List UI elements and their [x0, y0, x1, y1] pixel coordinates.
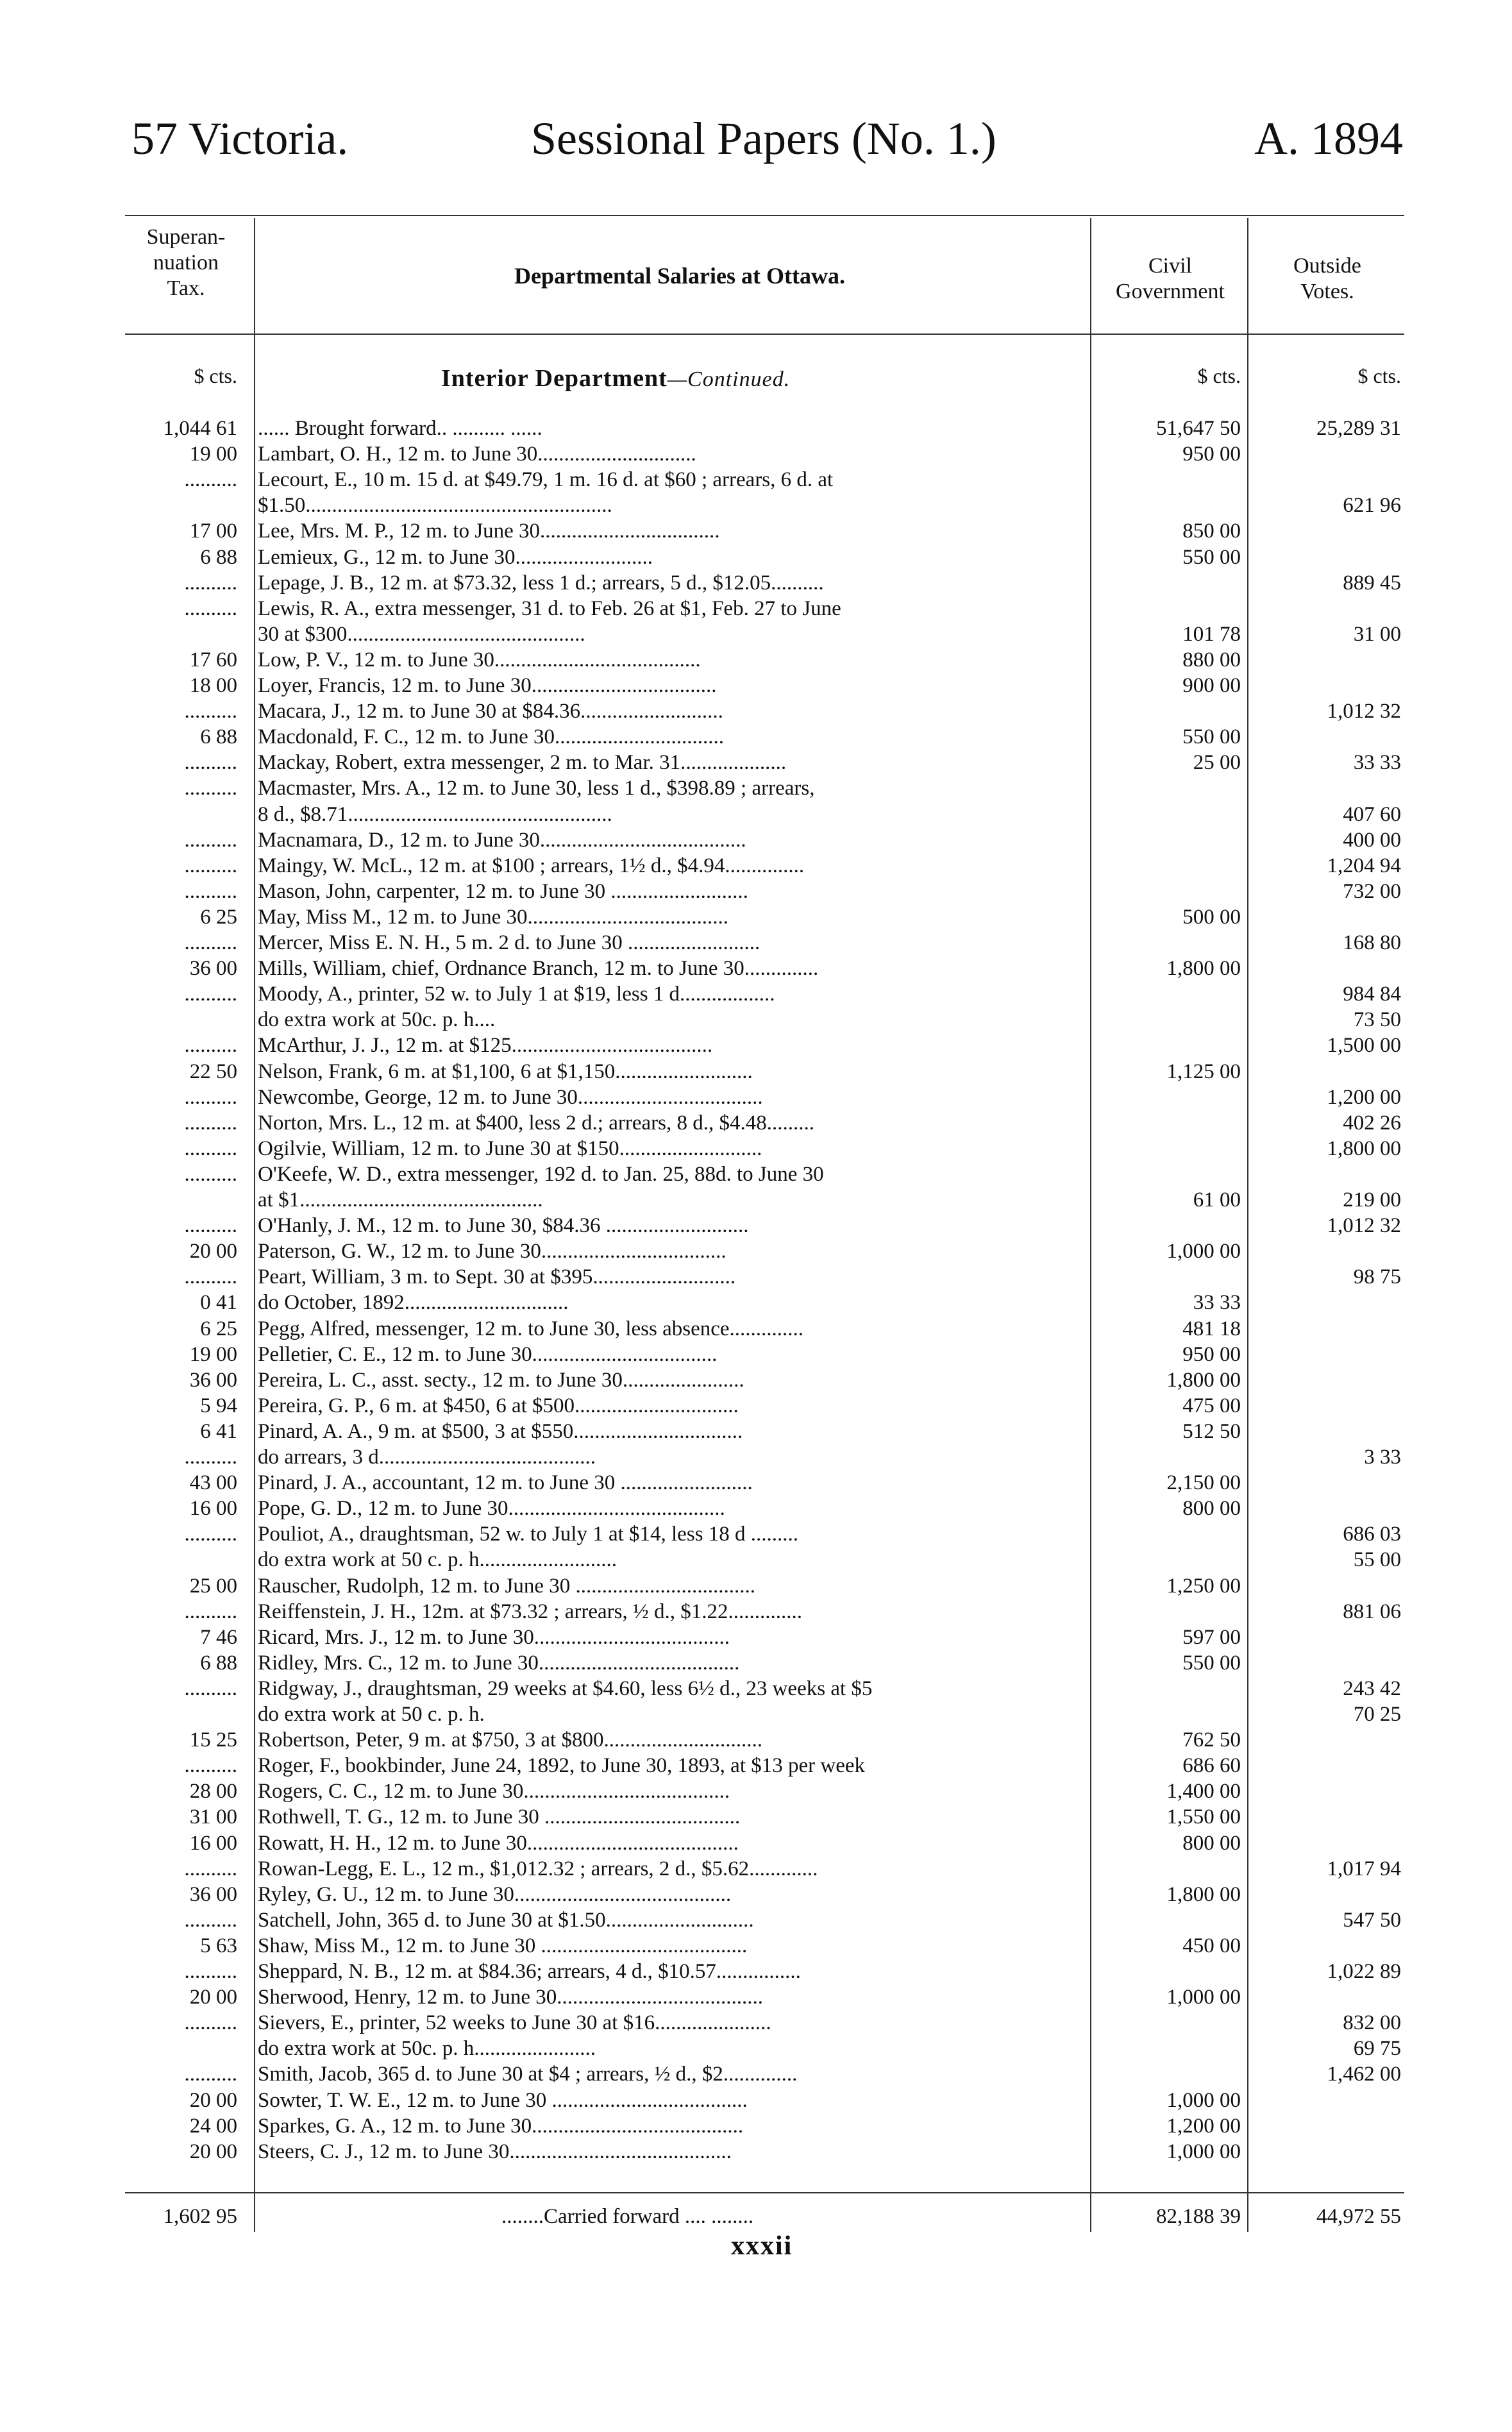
- outside-cell: 3 33: [1364, 1446, 1401, 1469]
- civil-cell: 1,800 00: [1166, 1882, 1241, 1906]
- civil-cell: 550 00: [1182, 545, 1241, 569]
- outside-cell: 889 45: [1343, 571, 1401, 595]
- description-cell: Steers, C. J., 12 m. to June 30..........................................: [258, 2140, 732, 2163]
- tax-cell: 15 25: [189, 1728, 237, 1752]
- tax-cell: ..........: [184, 1136, 237, 1160]
- column-divider-tax: [254, 218, 255, 2232]
- description-cell: O'Keefe, W. D., extra messenger, 192 d. to Jan. 25, 88d. to June 30: [258, 1162, 824, 1186]
- tax-cell: ..........: [184, 1908, 237, 1932]
- description-cell: 8 d., $8.71..................................................: [258, 802, 612, 826]
- civil-cell: 880 00: [1182, 648, 1241, 671]
- civil-cell: 61 00: [1193, 1188, 1241, 1212]
- col-header-civil-line: Government: [1116, 280, 1225, 303]
- description-cell: Pope, G. D., 12 m. to June 30.........................................: [258, 1497, 725, 1521]
- outside-cell: 33 33: [1353, 751, 1401, 775]
- tax-cell: 6 88: [200, 545, 237, 569]
- outside-cell: 73 50: [1353, 1008, 1401, 1032]
- tax-cell: 5 63: [200, 1934, 237, 1957]
- civil-cell: 800 00: [1182, 1831, 1241, 1855]
- col-header-outside-line: Votes.: [1300, 280, 1354, 303]
- description-cell: Pelletier, C. E., 12 m. to June 30...................................: [258, 1342, 718, 1366]
- tax-cell: 17 00: [189, 519, 237, 543]
- description-cell: Macara, J., 12 m. to June 30 at $84.36...........................: [258, 700, 723, 723]
- civil-cell: 550 00: [1182, 1651, 1241, 1675]
- description-cell: Loyer, Francis, 12 m. to June 30...................................: [258, 674, 717, 697]
- civil-cell: 597 00: [1182, 1625, 1241, 1649]
- description-cell: Ryley, G. U., 12 m. to June 30.........................................: [258, 1882, 732, 1906]
- tax-cell: 6 25: [200, 905, 237, 929]
- section-heading: [441, 364, 790, 393]
- description-cell: Newcombe, George, 12 m. to June 30...................................: [258, 1085, 763, 1109]
- description-cell: Sheppard, N. B., 12 m. at $84.36; arrears, 4 d., $10.57................: [258, 1960, 801, 1983]
- tax-cell: ..........: [184, 1754, 237, 1778]
- tax-cell: ..........: [184, 596, 237, 620]
- description-cell: May, Miss M., 12 m. to June 30......................................: [258, 905, 728, 929]
- total-outside: 44,972 55: [1316, 2205, 1401, 2228]
- civil-cell: 51,647 50: [1156, 417, 1241, 440]
- col-header-civil: [1093, 253, 1247, 305]
- outside-cell: 984 84: [1343, 983, 1401, 1006]
- col-header-outside-line: Outside: [1293, 254, 1361, 278]
- outside-cell: 70 25: [1353, 1703, 1401, 1726]
- tax-cell: ..........: [184, 1600, 237, 1623]
- description-cell: McArthur, J. J., 12 m. at $125......................................: [258, 1034, 713, 1058]
- civil-cell: 550 00: [1182, 725, 1241, 749]
- header-center: Sessional Papers (No. 1.): [531, 113, 996, 164]
- description-cell: Pereira, L. C., asst. secty., 12 m. to June 30.......................: [258, 1368, 744, 1392]
- tax-cell: ..........: [184, 700, 237, 723]
- tax-cell: 43 00: [189, 1471, 237, 1495]
- tax-cell: 31 00: [189, 1805, 237, 1829]
- outside-cell: 168 80: [1343, 931, 1401, 954]
- description-cell: Smith, Jacob, 365 d. to June 30 at $4 ; arrears, ½ d., $2..............: [258, 2063, 798, 2086]
- civil-cell: 1,800 00: [1166, 957, 1241, 981]
- total-tax: 1,602 95: [163, 2205, 237, 2228]
- outside-cell: 1,012 32: [1327, 1214, 1401, 1238]
- civil-cell: 1,000 00: [1166, 1986, 1241, 2009]
- description-cell: Rothwell, T. G., 12 m. to June 30 .....................................: [258, 1805, 741, 1829]
- tax-cell: 0 41: [200, 1291, 237, 1315]
- civil-cell: 800 00: [1182, 1497, 1241, 1521]
- description-cell: Maingy, W. McL., 12 m. at $100 ; arrears, 1½ d., $4.94...............: [258, 854, 805, 877]
- civil-cell: 1,800 00: [1166, 1368, 1241, 1392]
- description-cell: Mackay, Robert, extra messenger, 2 m. to Mar. 31....................: [258, 751, 787, 775]
- civil-cell: 762 50: [1182, 1728, 1241, 1752]
- tax-cell: 7 46: [200, 1625, 237, 1649]
- civil-cell: 950 00: [1182, 443, 1241, 466]
- description-cell: Sowter, T. W. E., 12 m. to June 30 .....................................: [258, 2088, 748, 2112]
- description-cell: Mason, John, carpenter, 12 m. to June 30 ..........................: [258, 879, 748, 903]
- description-cell: Paterson, G. W., 12 m. to June 30...................................: [258, 1240, 727, 1263]
- outside-cell: 1,800 00: [1327, 1136, 1401, 1160]
- civil-cell: 1,125 00: [1166, 1060, 1241, 1083]
- civil-cell: 33 33: [1193, 1291, 1241, 1315]
- tax-cell: ..........: [184, 1111, 237, 1135]
- description-cell: do extra work at 50 c. p. h.: [258, 1703, 485, 1726]
- description-cell: Pegg, Alfred, messenger, 12 m. to June 30, less absence..............: [258, 1317, 804, 1340]
- outside-cell: 25,289 31: [1316, 417, 1401, 440]
- tax-cell: 24 00: [189, 2114, 237, 2138]
- section-continued: —Continued.: [667, 367, 791, 391]
- outside-cell: 1,012 32: [1327, 700, 1401, 723]
- tax-cell: ..........: [184, 1857, 237, 1880]
- description-cell: Rogers, C. C., 12 m. to June 30.......................................: [258, 1780, 730, 1803]
- tax-cell: 1,044 61: [163, 417, 237, 440]
- description-cell: $1.50..........................................................: [258, 494, 612, 518]
- tax-cell: ..........: [184, 983, 237, 1006]
- tax-cell: ..........: [184, 2063, 237, 2086]
- description-cell: ...... Brought forward.. .......... ......: [258, 417, 542, 440]
- tax-cell: 19 00: [189, 443, 237, 466]
- units-civil: $ cts.: [1197, 364, 1241, 387]
- col-header-civil-line: Civil: [1148, 254, 1193, 278]
- tax-cell: 36 00: [189, 1368, 237, 1392]
- tax-cell: 20 00: [189, 1986, 237, 2009]
- tax-cell: ..........: [184, 751, 237, 775]
- civil-cell: 1,000 00: [1166, 2140, 1241, 2163]
- civil-cell: 1,200 00: [1166, 2114, 1241, 2138]
- col-header-outside: [1250, 253, 1404, 305]
- tax-cell: ..........: [184, 1162, 237, 1186]
- description-cell: Nelson, Frank, 6 m. at $1,100, 6 at $1,150..........................: [258, 1060, 753, 1083]
- tax-cell: 6 25: [200, 1317, 237, 1340]
- outside-cell: 243 42: [1343, 1676, 1401, 1700]
- description-cell: Sparkes, G. A., 12 m. to June 30........................................: [258, 2114, 744, 2138]
- description-cell: Lambart, O. H., 12 m. to June 30..............................: [258, 443, 696, 466]
- description-cell: Lewis, R. A., extra messenger, 31 d. to Feb. 26 at $1, Feb. 27 to June: [258, 596, 841, 620]
- description-cell: Satchell, John, 365 d. to June 30 at $1.50............................: [258, 1908, 754, 1932]
- col-header-title: Departmental Salaries at Ottawa.: [514, 263, 845, 289]
- outside-cell: 1,462 00: [1327, 2063, 1401, 2086]
- description-cell: Ridley, Mrs. C., 12 m. to June 30......................................: [258, 1651, 740, 1675]
- tax-cell: ..........: [184, 854, 237, 877]
- description-cell: O'Hanly, J. M., 12 m. to June 30, $84.36 ...........................: [258, 1214, 749, 1238]
- col-header-tax-line: nuation: [153, 251, 219, 274]
- description-cell: Norton, Mrs. L., 12 m. at $400, less 2 d.; arrears, 8 d., $4.48.........: [258, 1111, 814, 1135]
- civil-cell: 101 78: [1182, 622, 1241, 646]
- units-outside: $ cts.: [1357, 364, 1401, 387]
- description-cell: Pereira, G. P., 6 m. at $450, 6 at $500...............................: [258, 1394, 739, 1417]
- col-header-tax-line: Tax.: [167, 276, 205, 300]
- total-label: ........Carried forward .... ........: [501, 2205, 754, 2228]
- table-top-rule: [125, 215, 1404, 216]
- tax-cell: 19 00: [189, 1342, 237, 1366]
- civil-cell: 1,250 00: [1166, 1574, 1241, 1598]
- column-divider-civil: [1247, 218, 1248, 2232]
- col-header-tax-line: Superan-: [146, 225, 226, 249]
- description-cell: Macdonald, F. C., 12 m. to June 30................................: [258, 725, 724, 749]
- tax-cell: 20 00: [189, 1240, 237, 1263]
- description-cell: Peart, William, 3 m. to Sept. 30 at $395...........................: [258, 1265, 736, 1289]
- description-cell: Ridgway, J., draughtsman, 29 weeks at $4.60, less 6½ d., 23 weeks at $5: [258, 1676, 873, 1700]
- tax-cell: 16 00: [189, 1497, 237, 1521]
- description-cell: Macnamara, D., 12 m. to June 30.......................................: [258, 828, 746, 852]
- description-cell: do October, 1892...............................: [258, 1291, 569, 1315]
- tax-cell: 6 88: [200, 1651, 237, 1675]
- outside-cell: 1,022 89: [1327, 1960, 1401, 1983]
- outside-cell: 732 00: [1343, 879, 1401, 903]
- description-cell: do extra work at 50c. p. h....: [258, 1008, 496, 1032]
- civil-cell: 1,000 00: [1166, 1240, 1241, 1263]
- description-cell: Ogilvie, William, 12 m. to June 30 at $150...........................: [258, 1136, 762, 1160]
- civil-cell: 481 18: [1182, 1317, 1241, 1340]
- outside-cell: 832 00: [1343, 2011, 1401, 2035]
- description-cell: do arrears, 3 d.........................................: [258, 1446, 596, 1469]
- outside-cell: 1,200 00: [1327, 1085, 1401, 1109]
- description-cell: Pouliot, A., draughtsman, 52 w. to July 1 at $14, less 18 d .........: [258, 1523, 799, 1546]
- tax-cell: ..........: [184, 1960, 237, 1983]
- outside-cell: 31 00: [1353, 622, 1401, 646]
- outside-cell: 407 60: [1343, 802, 1401, 826]
- description-cell: Mercer, Miss E. N. H., 5 m. 2 d. to June 30 .........................: [258, 931, 760, 954]
- tax-cell: ..........: [184, 1034, 237, 1058]
- tax-cell: 6 41: [200, 1419, 237, 1443]
- outside-cell: 686 03: [1343, 1523, 1401, 1546]
- description-cell: Pinard, A. A., 9 m. at $500, 3 at $550................................: [258, 1419, 743, 1443]
- civil-cell: 900 00: [1182, 674, 1241, 697]
- tax-cell: 16 00: [189, 1831, 237, 1855]
- description-cell: 30 at $300.............................................: [258, 622, 585, 646]
- tax-cell: 36 00: [189, 957, 237, 981]
- tax-cell: 28 00: [189, 1780, 237, 1803]
- description-cell: do extra work at 50c. p. h.......................: [258, 2037, 596, 2061]
- outside-cell: 55 00: [1353, 1548, 1401, 1572]
- civil-cell: 1,400 00: [1166, 1780, 1241, 1803]
- outside-cell: 69 75: [1353, 2037, 1401, 2061]
- header-bottom-rule: [125, 334, 1404, 335]
- civil-cell: 1,000 00: [1166, 2088, 1241, 2112]
- description-cell: at $1..............................................: [258, 1188, 543, 1212]
- tax-cell: ..........: [184, 879, 237, 903]
- totals-rule: [125, 2192, 1404, 2193]
- tax-cell: 22 50: [189, 1060, 237, 1083]
- tax-cell: ..........: [184, 777, 237, 800]
- tax-cell: 36 00: [189, 1882, 237, 1906]
- description-cell: Robertson, Peter, 9 m. at $750, 3 at $800..............................: [258, 1728, 762, 1752]
- tax-cell: ..........: [184, 2011, 237, 2035]
- outside-cell: 219 00: [1343, 1188, 1401, 1212]
- description-cell: Rauscher, Rudolph, 12 m. to June 30 ..................................: [258, 1574, 755, 1598]
- civil-cell: 1,550 00: [1166, 1805, 1241, 1829]
- tax-cell: ..........: [184, 1214, 237, 1238]
- outside-cell: 881 06: [1343, 1600, 1401, 1623]
- description-cell: Ricard, Mrs. J., 12 m. to June 30.....................................: [258, 1625, 730, 1649]
- tax-cell: 6 88: [200, 725, 237, 749]
- tax-cell: 18 00: [189, 674, 237, 697]
- tax-cell: 25 00: [189, 1574, 237, 1598]
- header-right: A. 1894: [1254, 113, 1403, 164]
- tax-cell: ..........: [184, 1676, 237, 1700]
- outside-cell: 400 00: [1343, 828, 1401, 852]
- description-cell: Sherwood, Henry, 12 m. to June 30.......................................: [258, 1986, 763, 2009]
- page-number: xxxii: [731, 2231, 793, 2261]
- description-cell: Rowatt, H. H., 12 m. to June 30........................................: [258, 1831, 739, 1855]
- total-civil: 82,188 39: [1156, 2205, 1241, 2228]
- tax-cell: 17 60: [189, 648, 237, 671]
- description-cell: Reiffenstein, J. H., 12m. at $73.32 ; arrears, ½ d., $1.22..............: [258, 1600, 803, 1623]
- tax-cell: 20 00: [189, 2140, 237, 2163]
- civil-cell: 450 00: [1182, 1934, 1241, 1957]
- civil-cell: 686 60: [1182, 1754, 1241, 1778]
- civil-cell: 500 00: [1182, 905, 1241, 929]
- description-cell: Moody, A., printer, 52 w. to July 1 at $19, less 1 d..................: [258, 983, 775, 1006]
- tax-cell: ..........: [184, 468, 237, 492]
- section-title: Interior Department: [441, 365, 668, 392]
- outside-cell: 621 96: [1343, 494, 1401, 518]
- tax-cell: ..........: [184, 1523, 237, 1546]
- col-header-tax: [125, 224, 247, 301]
- tax-cell: ..........: [184, 571, 237, 595]
- outside-cell: 547 50: [1343, 1908, 1401, 1932]
- tax-cell: ..........: [184, 828, 237, 852]
- description-cell: Lee, Mrs. M. P., 12 m. to June 30..................................: [258, 519, 720, 543]
- outside-cell: 1,500 00: [1327, 1034, 1401, 1058]
- civil-cell: 475 00: [1182, 1394, 1241, 1417]
- tax-cell: 20 00: [189, 2088, 237, 2112]
- description-cell: Lecourt, E., 10 m. 15 d. at $49.79, 1 m. 16 d. at $60 ; arrears, 6 d. at: [258, 468, 834, 492]
- description-cell: Sievers, E., printer, 52 weeks to June 30 at $16......................: [258, 2011, 771, 2035]
- outside-cell: 98 75: [1353, 1265, 1401, 1289]
- description-cell: Lemieux, G., 12 m. to June 30..........................: [258, 545, 653, 569]
- header-left: 57 Victoria.: [131, 113, 349, 164]
- description-cell: Mills, William, chief, Ordnance Branch, 12 m. to June 30..............: [258, 957, 819, 981]
- tax-cell: ..........: [184, 1446, 237, 1469]
- civil-cell: 25 00: [1193, 751, 1241, 775]
- civil-cell: 2,150 00: [1166, 1471, 1241, 1495]
- civil-cell: 950 00: [1182, 1342, 1241, 1366]
- tax-cell: ..........: [184, 1085, 237, 1109]
- civil-cell: 850 00: [1182, 519, 1241, 543]
- description-cell: Roger, F., bookbinder, June 24, 1892, to June 30, 1893, at $13 per week: [258, 1754, 865, 1778]
- units-tax: $ cts.: [194, 364, 237, 387]
- description-cell: Macmaster, Mrs. A., 12 m. to June 30, less 1 d., $398.89 ; arrears,: [258, 777, 815, 800]
- civil-cell: 512 50: [1182, 1419, 1241, 1443]
- description-cell: Lepage, J. B., 12 m. at $73.32, less 1 d.; arrears, 5 d., $12.05..........: [258, 571, 824, 595]
- outside-cell: 1,017 94: [1327, 1857, 1401, 1880]
- description-cell: Rowan-Legg, E. L., 12 m., $1,012.32 ; arrears, 2 d., $5.62.............: [258, 1857, 818, 1880]
- description-cell: Low, P. V., 12 m. to June 30.......................................: [258, 648, 701, 671]
- tax-cell: ..........: [184, 931, 237, 954]
- description-cell: Pinard, J. A., accountant, 12 m. to June 30 .........................: [258, 1471, 753, 1495]
- tax-cell: 5 94: [200, 1394, 237, 1417]
- tax-cell: ..........: [184, 1265, 237, 1289]
- outside-cell: 1,204 94: [1327, 854, 1401, 877]
- description-cell: do extra work at 50 c. p. h..........................: [258, 1548, 617, 1572]
- description-cell: Shaw, Miss M., 12 m. to June 30 .......................................: [258, 1934, 748, 1957]
- outside-cell: 402 26: [1343, 1111, 1401, 1135]
